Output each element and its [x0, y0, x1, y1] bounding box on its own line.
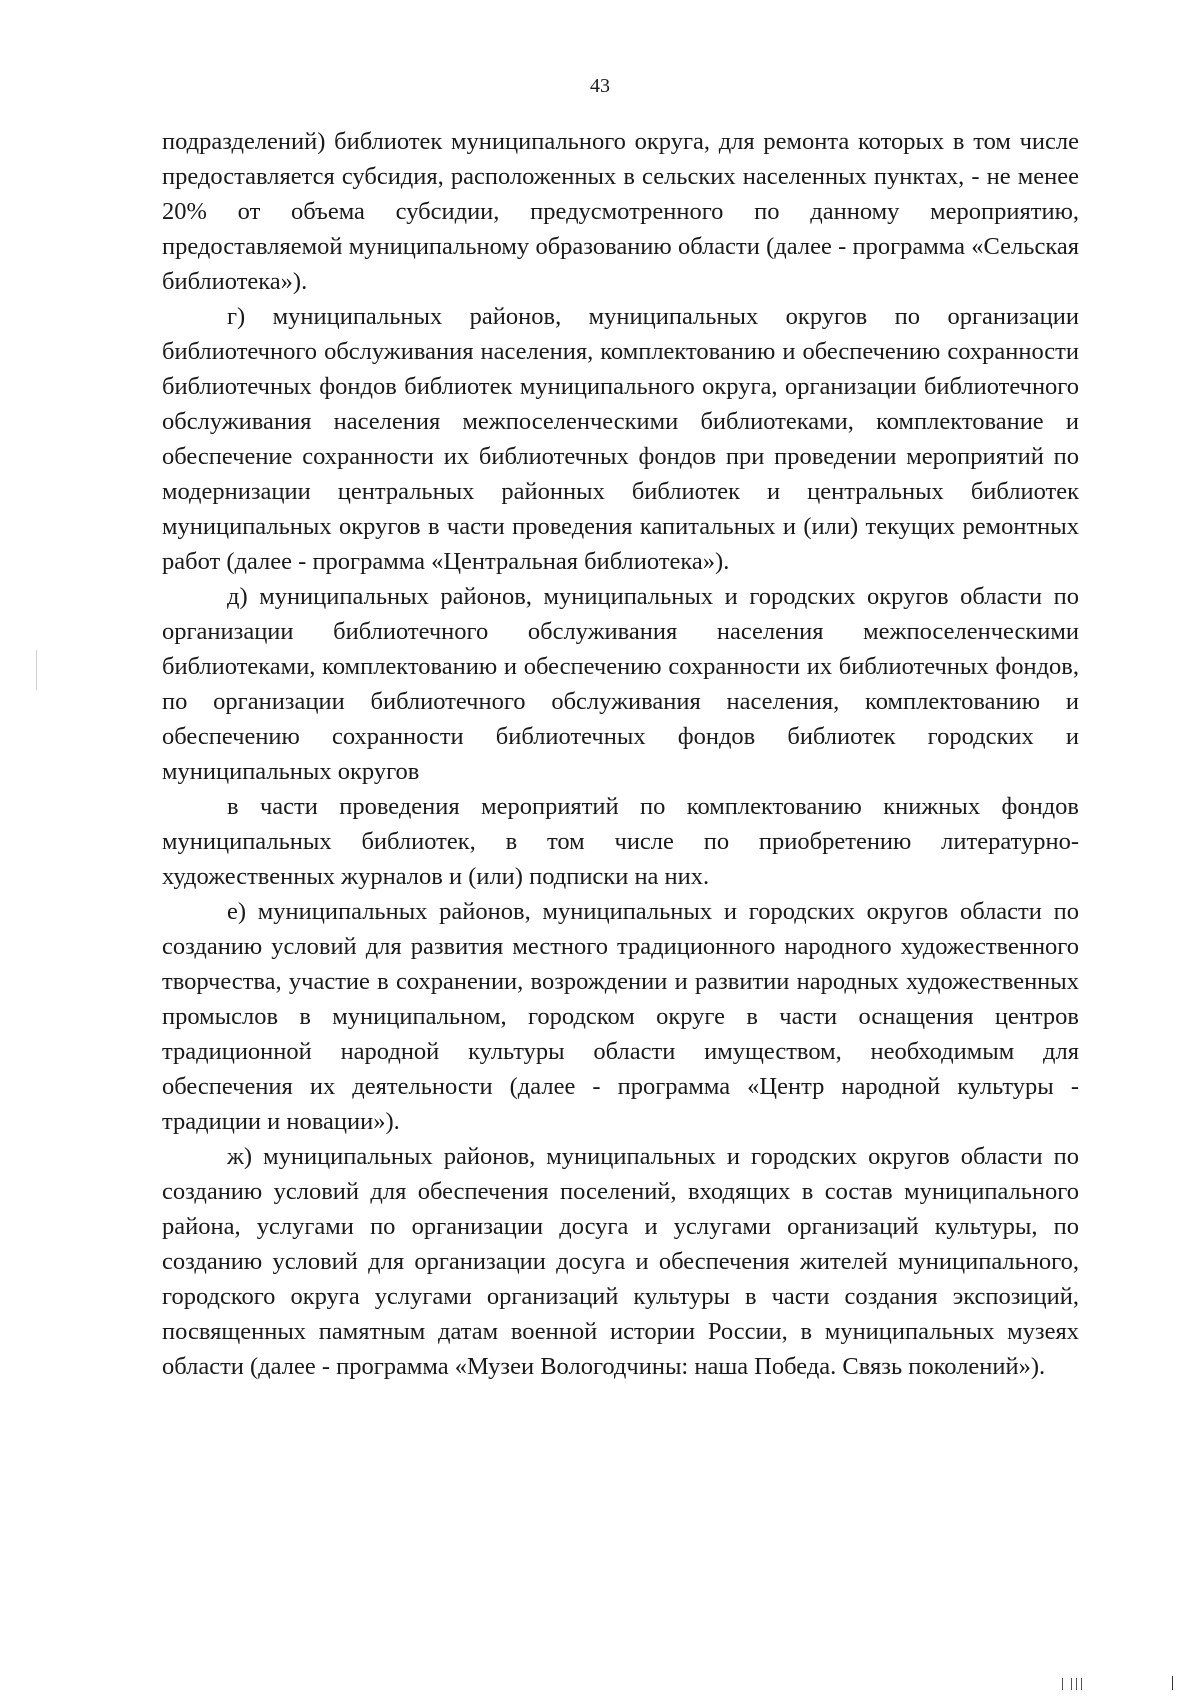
paragraph-item-e: е) муниципальных районов, муниципальных и городских округов области по созданию условий для развития местного традиционного народного художественного творчества, участие в сохранении, возрождении и развитии народных художественных промыслов в муниципальном, городском округе в части оснащения центров традиционной народной культуры области имуществом, необходимым для обеспечения их деятельности (далее - программа «Центр народной культуры - традиции и новации»). [162, 898, 1079, 1135]
body-text [162, 124, 1079, 1384]
page-number: 43 [590, 75, 610, 97]
paragraph-item-zh: ж) муниципальных районов, муниципальных и городских округов области по созданию условий для обеспечения поселений, входящих в состав муниципального района, услугами по организации досуга и услугами организаций культуры, по созданию условий для организации досуга и обеспечения жителей муниципального, городского округа услугами организаций культуры в части создания экспозиций, посвященных памятным датам военной истории России, в муниципальных музеях области (далее - программа «Музеи Вологодчины: наша Победа. Связь поколений»). [162, 1143, 1079, 1380]
scan-margin-mark [36, 650, 37, 690]
scan-edge-marks [1062, 1678, 1102, 1690]
scan-edge-tick [1172, 1676, 1173, 1690]
paragraph-item-d-continuation: в части проведения мероприятий по комплектованию книжных фондов муниципальных библиотек, в том числе по приобретению литературно-художественных журналов и (или) подписки на них. [162, 793, 1079, 890]
paragraph-continuation: подразделений) библиотек муниципального округа, для ремонта которых в том числе предоставляется субсидия, расположенных в сельских населенных пунктах, - не менее 20% от объема субсидии, предусмотренного по данному мероприятию, предоставляемой муниципальному образованию области (далее - программа «Сельская библиотека»). [162, 128, 1079, 295]
paragraph-item-g: г) муниципальных районов, муниципальных округов по организации библиотечного обслуживания населения, комплектованию и обеспечению сохранности библиотечных фондов библиотек муниципального округа, организации библиотечного обслуживания населения межпоселенческими библиотеками, комплектование и обеспечение сохранности их библиотечных фондов при проведении мероприятий по модернизации центральных районных библиотек и центральных библиотек муниципальных округов в части проведения капитальных и (или) текущих ремонтных работ (далее - программа «Центральная библиотека»). [162, 303, 1079, 575]
paragraph-item-d: д) муниципальных районов, муниципальных и городских округов области по организации библиотечного обслуживания населения межпоселенческими библиотеками, комплектованию и обеспечению сохранности их библиотечных фондов, по организации библиотечного обслуживания населения, комплектованию и обеспечению сохранности библиотечных фондов библиотек городских и муниципальных округов [162, 583, 1079, 785]
